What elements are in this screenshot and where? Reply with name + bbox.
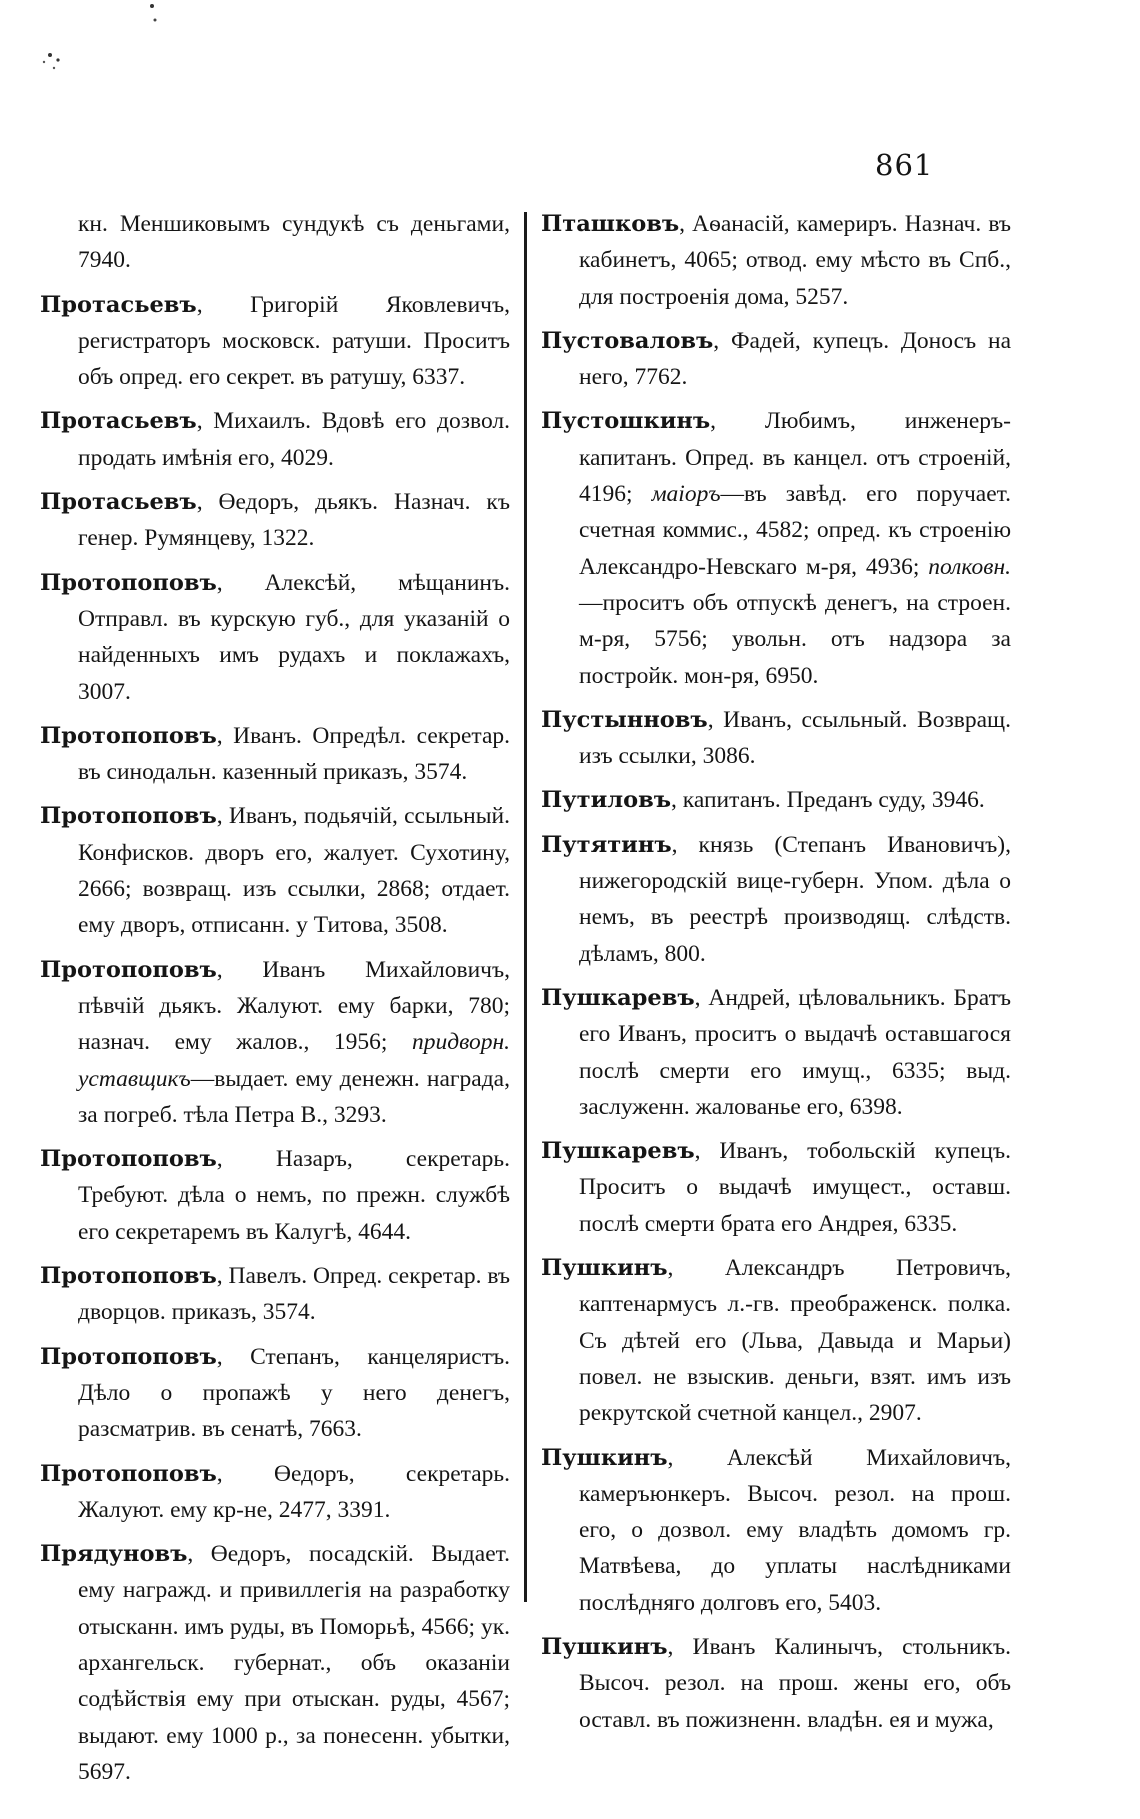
entry-surname: Пушкинъ <box>541 1255 668 1282</box>
index-entry <box>541 827 1011 972</box>
entry-surname: Протопоповъ <box>40 1460 217 1487</box>
index-entry <box>541 1629 1011 1738</box>
entry-text: —выдает. ему денежн. награда, за погреб. тѣла Петра В., 3293. <box>78 1065 510 1128</box>
entry-text: —проситъ объ отпускѣ денегъ, на строен. м-ря, 5756; увольн. отъ надзора за постройк. мон-ря, 6950. <box>579 589 1011 689</box>
entry-text: , Алексѣй, мѣщанинъ. Отправл. въ курскую губ., для указаній о найденныхъ имъ рудахъ и поклажахъ, 3007. <box>78 569 510 705</box>
entry-text: , Фадей, купецъ. Доносъ на него, 7762. <box>579 327 1011 391</box>
entry-text: , капитанъ. Преданъ суду, 3946. <box>671 787 985 814</box>
entry-text: , Иванъ Калинычъ, стольникъ. Высоч. резол. на прош. жены его, объ оставл. въ пожизненн. владѣн. ея и мужа, <box>579 1633 1011 1733</box>
index-entry <box>40 1339 510 1448</box>
entry-surname: Пушкаревъ <box>541 984 695 1011</box>
entry-surname: Протопоповъ <box>40 722 217 749</box>
entry-text: , Алексѣй Михайловичъ, камеръюнкеръ. Высоч. резол. на прош. его, о дозвол. ему владѣть домомъ гр. Матвѣева, до уплаты наслѣдниками послѣдняго долговъ его, 5403. <box>579 1444 1011 1616</box>
index-entry <box>40 952 510 1133</box>
entry-text: , Андрей, цѣловальникъ. Братъ его Иванъ, проситъ о выдачѣ оставшагося послѣ смерти его имущ., 6335; выд. заслуженн. жалованье его, 6398. <box>579 984 1011 1120</box>
entry-surname: Протасьевъ <box>40 291 197 318</box>
entry-surname: Путятинъ <box>541 831 672 858</box>
entry-text: , Назаръ, секретарь. Требуют. дѣла о немъ, по прежн. службѣ его секретаремъ въ Калугѣ, 4644. <box>78 1146 510 1245</box>
entry-surname: Протопоповъ <box>40 1263 217 1290</box>
entry-text: , князь (Степанъ Ивановичъ), нижегородскій вице-губерн. Упом. дѣла о немъ, въ реестрѣ производящ. слѣдств. дѣламъ, 800. <box>579 831 1011 967</box>
entry-surname: Протасьевъ <box>40 489 197 516</box>
index-entry <box>40 565 510 710</box>
entry-surname: Пушкинъ <box>541 1633 668 1660</box>
entry-text: , Любимъ, инженеръ-капитанъ. Опред. въ канцел. отъ строеній, 4196; <box>579 408 1011 508</box>
entry-text: , Павелъ. Опред. секретар. въ дворцов. приказъ, 3574. <box>78 1263 510 1326</box>
right-column <box>541 206 1011 1746</box>
index-entry <box>541 1133 1011 1242</box>
entry-text: , Өедоръ, посадскій. Выдает. ему награжд. и привиллегія на разработку отысканн. имъ руды, въ Поморьѣ, 4566; ук. архангельск. губернат., объ оказаніи содѣйствія ему при отыскан. руды, 4567; выдают. ему 1000 р., за понесенн. убытки, 5697. <box>78 1541 510 1785</box>
left-column <box>40 206 510 1798</box>
entry-text: , Степанъ, канцеляристъ. Дѣло о пропажѣ у него денегъ, разсматрив. въ сенатѣ, 7663. <box>78 1343 510 1443</box>
print-specks <box>30 0 190 90</box>
index-entry <box>541 403 1011 693</box>
index-entry <box>541 702 1011 775</box>
entry-text: , Иванъ, тобольскій купецъ. Проситъ о выдачѣ имущест., оставш. послѣ смерти брата его Андрея, 6335. <box>579 1138 1011 1237</box>
index-entry <box>40 484 510 557</box>
entry-surname: Прядуновъ <box>40 1541 188 1568</box>
entry-text: , Александръ Петровичъ, каптенармусъ л.-гв. преображенск. полка. Съ дѣтей его (Льва, Давыда и Марьи) повел. не взыскив. деньги, взят. имъ изъ рекрутской счетной канцел., 2907. <box>579 1255 1011 1427</box>
entry-surname: Пустынновъ <box>541 706 708 733</box>
index-entry <box>541 1440 1011 1621</box>
index-entry <box>541 1250 1011 1431</box>
entry-surname: Протопоповъ <box>40 956 217 983</box>
index-entry <box>541 323 1011 396</box>
entry-text: , Иванъ. Опредѣл. секретар. въ синодальн. казенный приказъ, 3574. <box>78 722 510 786</box>
entry-surname: Пташковъ <box>541 211 680 237</box>
entry-text: , Иванъ, подьячій, ссыльный. Конфисков. дворъ его, жалует. Сухотину, 2666; возвращ. изъ ссылки, 2868; отдает. ему дворъ, отписанн. у Титова, 3508. <box>78 803 510 939</box>
index-entry <box>40 1141 510 1250</box>
entry-text: —въ завѣд. его поручает. счетная коммис., 4582; опред. къ строенію Александро-Невскаго м-ря, 4936; <box>579 481 1011 580</box>
entry-surname: Протопоповъ <box>40 569 217 596</box>
entry-text: , Аѳанасій, камериръ. Назнач. въ кабинетъ, 4065; отвод. ему мѣсто въ Спб., для построенія дома, 5257. <box>579 211 1011 310</box>
entry-surname: Протопоповъ <box>40 803 217 830</box>
entry-text: , Иванъ Михайловичъ, пѣвчій дьякъ. Жалуют. ему барки, 780; назнач. ему жалов., 1956; <box>78 956 510 1056</box>
entry-text: , Михаилъ. Вдовѣ его дозвол. продать имѣнія его, 4029. <box>78 408 510 471</box>
index-entry <box>541 206 1011 315</box>
entry-text: , Григорій Яковлевичъ, регистраторъ московск. ратуши. Проситъ объ опред. его секрет. въ ратушу, 6337. <box>78 291 510 391</box>
entry-text: , Өедоръ, дьякъ. Назнач. къ генер. Румянцеву, 1322. <box>78 489 510 552</box>
entry-surname: Путиловъ <box>541 787 672 814</box>
entry-text: , Өедоръ, секретарь. Жалуют. ему кр-не, 2477, 3391. <box>78 1460 510 1523</box>
index-entry <box>541 782 1011 818</box>
entry-rank-italic: полковн. <box>928 553 1011 580</box>
entry-surname: Пушкаревъ <box>541 1138 695 1165</box>
index-entry <box>40 206 510 279</box>
index-entry <box>541 980 1011 1125</box>
index-entry <box>40 798 510 943</box>
column-divider <box>524 212 527 1602</box>
entry-rank-italic: маіоръ <box>651 481 721 508</box>
entry-text: кн. Меншиковымъ сундукѣ съ деньгами, 7940. <box>78 211 510 274</box>
entry-surname: Пушкинъ <box>541 1444 668 1471</box>
index-entry <box>40 403 510 476</box>
entry-surname: Пустоваловъ <box>541 327 714 354</box>
entry-surname: Протасьевъ <box>40 408 197 435</box>
entry-text: , Иванъ, ссыльный. Возвращ. изъ ссылки, 3086. <box>579 706 1011 770</box>
page-number: 861 <box>875 148 934 182</box>
entry-surname: Протопоповъ <box>40 1146 217 1173</box>
index-entry <box>40 1258 510 1331</box>
entry-surname: Протопоповъ <box>40 1343 217 1370</box>
index-entry <box>40 1456 510 1529</box>
index-entry <box>40 287 510 396</box>
index-entry <box>40 718 510 791</box>
index-entry <box>40 1536 510 1790</box>
entry-rank-italic: придворн. уставщикъ <box>78 1029 510 1092</box>
entry-surname: Пустошкинъ <box>541 408 711 435</box>
